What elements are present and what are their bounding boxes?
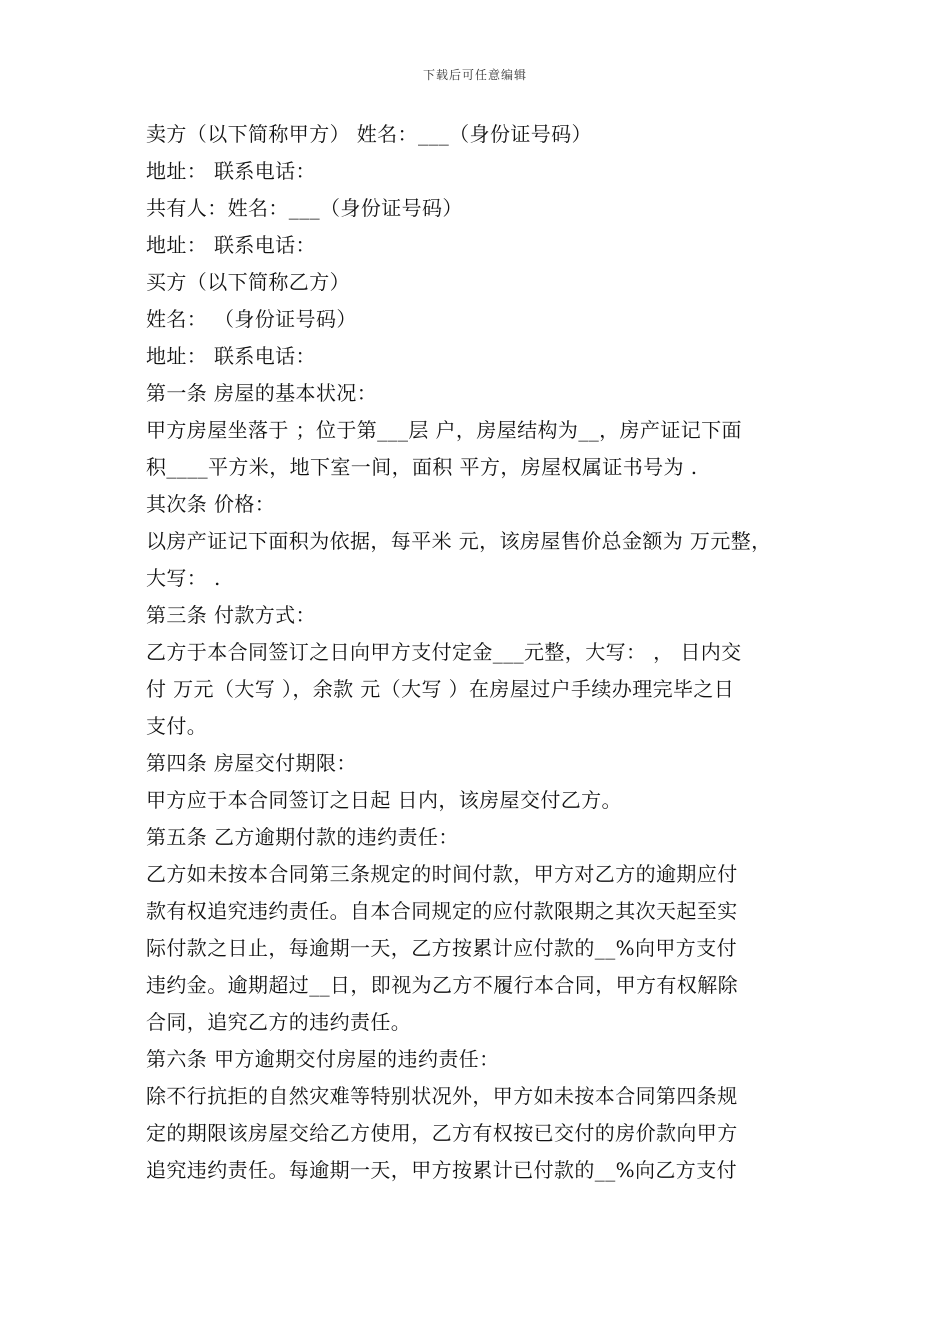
section-heading: 第三条 付款方式： bbox=[146, 603, 316, 627]
section-heading: 第一条 房屋的基本状况： bbox=[146, 381, 378, 405]
text-line: 付 万元（大写 ），余款 元（大写 ）在房屋过户手续办理完毕之日 bbox=[146, 677, 735, 701]
text-line: 支付。 bbox=[146, 714, 208, 738]
text-line: 追究违约责任。每逾期一天，甲方按累计已付款的__%向乙方支付 bbox=[146, 1158, 738, 1182]
text-line: 以房产证记下面积为依据，每平米 元，该房屋售价总金额为 万元整， bbox=[146, 529, 772, 553]
text-line: 定的期限该房屋交给乙方使用，乙方有权按已交付的房价款向甲方 bbox=[146, 1121, 738, 1145]
text-line: 甲方应于本合同签订之日起 日内，该房屋交付乙方。 bbox=[146, 788, 622, 812]
text-line: 合同，追究乙方的违约责任。 bbox=[146, 1010, 412, 1034]
text-line: 地址： 联系电话： bbox=[146, 233, 316, 257]
text-line: 乙方如未按本合同第三条规定的时间付款，甲方对乙方的逾期应付 bbox=[146, 862, 738, 886]
text-line: 卖方（以下简称甲方） 姓名：___（身份证号码） bbox=[146, 122, 592, 146]
text-line: 姓名： （身份证号码） bbox=[146, 307, 357, 331]
text-line: 地址： 联系电话： bbox=[146, 344, 316, 368]
contract-body bbox=[146, 116, 814, 1189]
text-line: 款有权追究违约责任。自本合同规定的应付款限期之其次天起至实 bbox=[146, 899, 738, 923]
header-note: 下载后可任意编辑 bbox=[422, 68, 527, 82]
section-heading: 第五条 乙方逾期付款的违约责任： bbox=[146, 825, 459, 849]
section-heading: 第四条 房屋交付期限： bbox=[146, 751, 357, 775]
section-heading: 其次条 价格： bbox=[146, 492, 276, 516]
text-line: 除不行抗拒的自然灾难等特别状况外，甲方如未按本合同第四条规 bbox=[146, 1084, 738, 1108]
text-line: 大写： . bbox=[146, 566, 221, 590]
text-line: 买方（以下简称乙方） bbox=[146, 270, 350, 294]
section-heading: 第六条 甲方逾期交付房屋的违约责任： bbox=[146, 1047, 500, 1071]
text-line: 际付款之日止，每逾期一天，乙方按累计应付款的__%向甲方支付 bbox=[146, 936, 738, 960]
text-line: 地址： 联系电话： bbox=[146, 159, 316, 183]
text-line: 共有人：姓名：___（身份证号码） bbox=[146, 196, 463, 220]
text-line: 积____平方米，地下室一间，面积 平方，房屋权属证书号为 . bbox=[146, 455, 698, 479]
text-line: 乙方于本合同签订之日向甲方支付定金___元整，大写： ， 日内交 bbox=[146, 640, 742, 664]
text-line: 违约金。逾期超过__日，即视为乙方不履行本合同，甲方有权解除 bbox=[146, 973, 738, 997]
text-line: 甲方房屋坐落于 ；位于第___层 户，房屋结构为__，房产证记下面 bbox=[146, 418, 742, 442]
